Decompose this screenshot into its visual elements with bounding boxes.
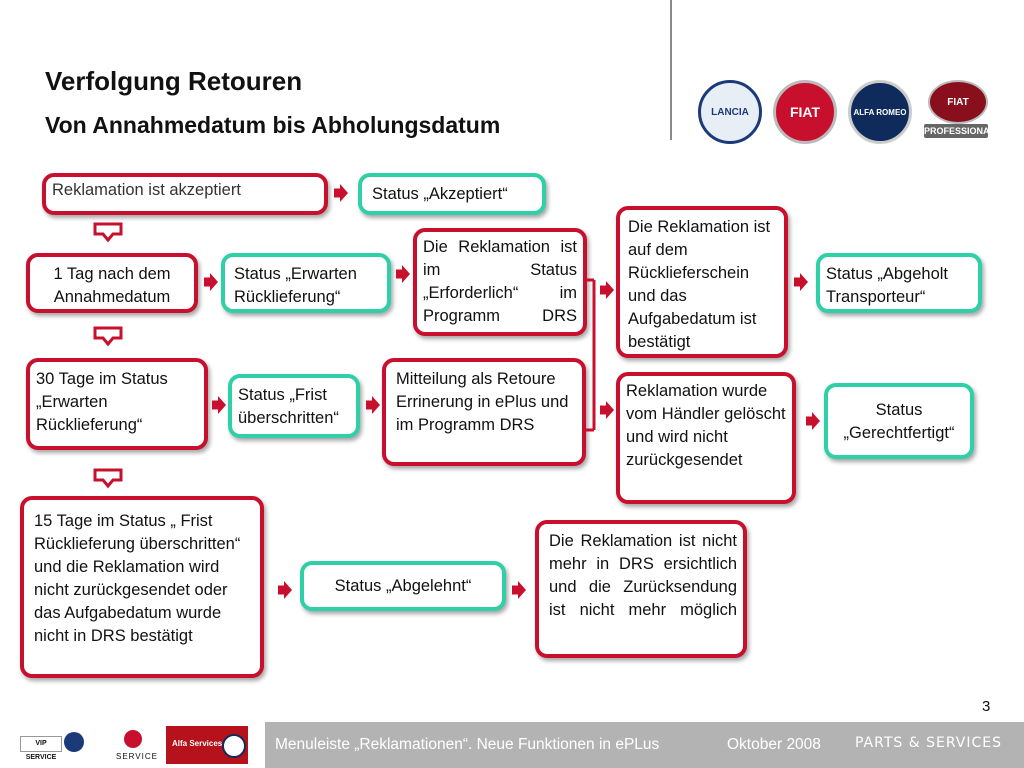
right-arrow-7 <box>366 396 380 414</box>
page-subtitle: Von Annahmedatum bis Abholungsdatum <box>45 112 501 138</box>
box-status-abgeholt: Status „Abgeholt Transporteur“ <box>816 253 982 313</box>
down-arrow-1 <box>95 224 121 240</box>
box-status-gerechtfertigt: Status „Gerechtfertigt“ <box>824 383 974 459</box>
footer <box>0 722 1024 768</box>
box-1-tag: 1 Tag nach dem Annahmedatum <box>26 253 198 313</box>
service-label: SERVICE <box>116 752 158 761</box>
right-arrow-9 <box>806 412 820 430</box>
header-divider <box>670 0 672 140</box>
box-status-frist: Status „Frist überschritten“ <box>228 374 360 438</box>
box-geloescht: Reklamation wurde vom Händler gelöscht und wird nicht zurückgesendet <box>616 372 796 504</box>
lancia-logo: LANCIA <box>698 80 762 144</box>
box-reklamation-erforderlich: Die Reklamation ist im Status „Erforderlich“ im Programm DRS <box>413 228 587 336</box>
fiat-professional-logo: FIAT <box>928 80 988 124</box>
right-arrow-11 <box>512 581 526 599</box>
alfa-small-icon <box>222 734 246 758</box>
footer-date: Oktober 2008 <box>727 736 821 753</box>
box-nicht-mehr-drs: Die Reklamation ist nicht mehr in DRS ersichtlich und die Zurücksendung ist nicht mehr möglich <box>535 520 747 658</box>
bracket-connector <box>586 280 594 430</box>
box-reklamation-akzeptiert: Reklamation ist akzeptiert <box>42 173 328 215</box>
page-title: Verfolgung Retouren <box>45 66 303 96</box>
box-status-erwarten: Status „Erwarten Rücklieferung“ <box>221 253 391 313</box>
fiat-service-icon <box>124 730 142 748</box>
box-mitteilung: Mitteilung als Retoure Errinerung in ePlus und im Programm DRS <box>382 358 586 466</box>
box-status-abgelehnt: Status „Abgelehnt“ <box>300 561 506 611</box>
box-status-akzeptiert: Status „Akzeptiert“ <box>358 173 546 215</box>
page-number: 3 <box>982 698 991 715</box>
right-arrow-8 <box>600 401 614 419</box>
footer-bar <box>265 722 1024 768</box>
footer-logos <box>0 722 265 768</box>
down-arrow-2 <box>95 328 121 344</box>
right-arrow-6 <box>212 396 226 414</box>
alfa-romeo-logo: ALFA ROMEO <box>848 80 912 144</box>
footer-menu-text: Menuleiste „Reklamationen“. Neue Funktionen in ePLus <box>275 736 660 753</box>
box-ruecklieferschein: Die Reklamation ist auf dem Rücklieferschein und das Aufgabedatum ist bestätigt <box>616 206 788 358</box>
vip-service-logo: VIP SERVICE <box>20 736 62 752</box>
fiat-logo: FIAT <box>773 80 837 144</box>
box-15-tage: 15 Tage im Status „ Frist Rücklieferung überschritten“ und die Reklamation wird nicht zurückgesendet oder das Aufgabedatum wurde nicht in DRS bestätigt <box>20 496 264 678</box>
right-arrow-2 <box>204 273 218 291</box>
alfa-services-badge: Alfa Services <box>166 726 248 764</box>
down-arrow-3 <box>95 470 121 486</box>
lancia-small-icon <box>64 732 84 752</box>
right-arrow-3 <box>396 265 410 283</box>
right-arrow-4 <box>600 281 614 299</box>
right-arrow-5 <box>794 273 808 291</box>
right-arrow-1 <box>334 184 348 202</box>
professional-badge: PROFESSIONAL <box>924 126 996 136</box>
box-30-tage: 30 Tage im Status „Erwarten Rücklieferung“ <box>26 358 208 450</box>
right-arrow-10 <box>278 581 292 599</box>
parts-services-logo: PARTS & SERVICES <box>855 735 1002 751</box>
